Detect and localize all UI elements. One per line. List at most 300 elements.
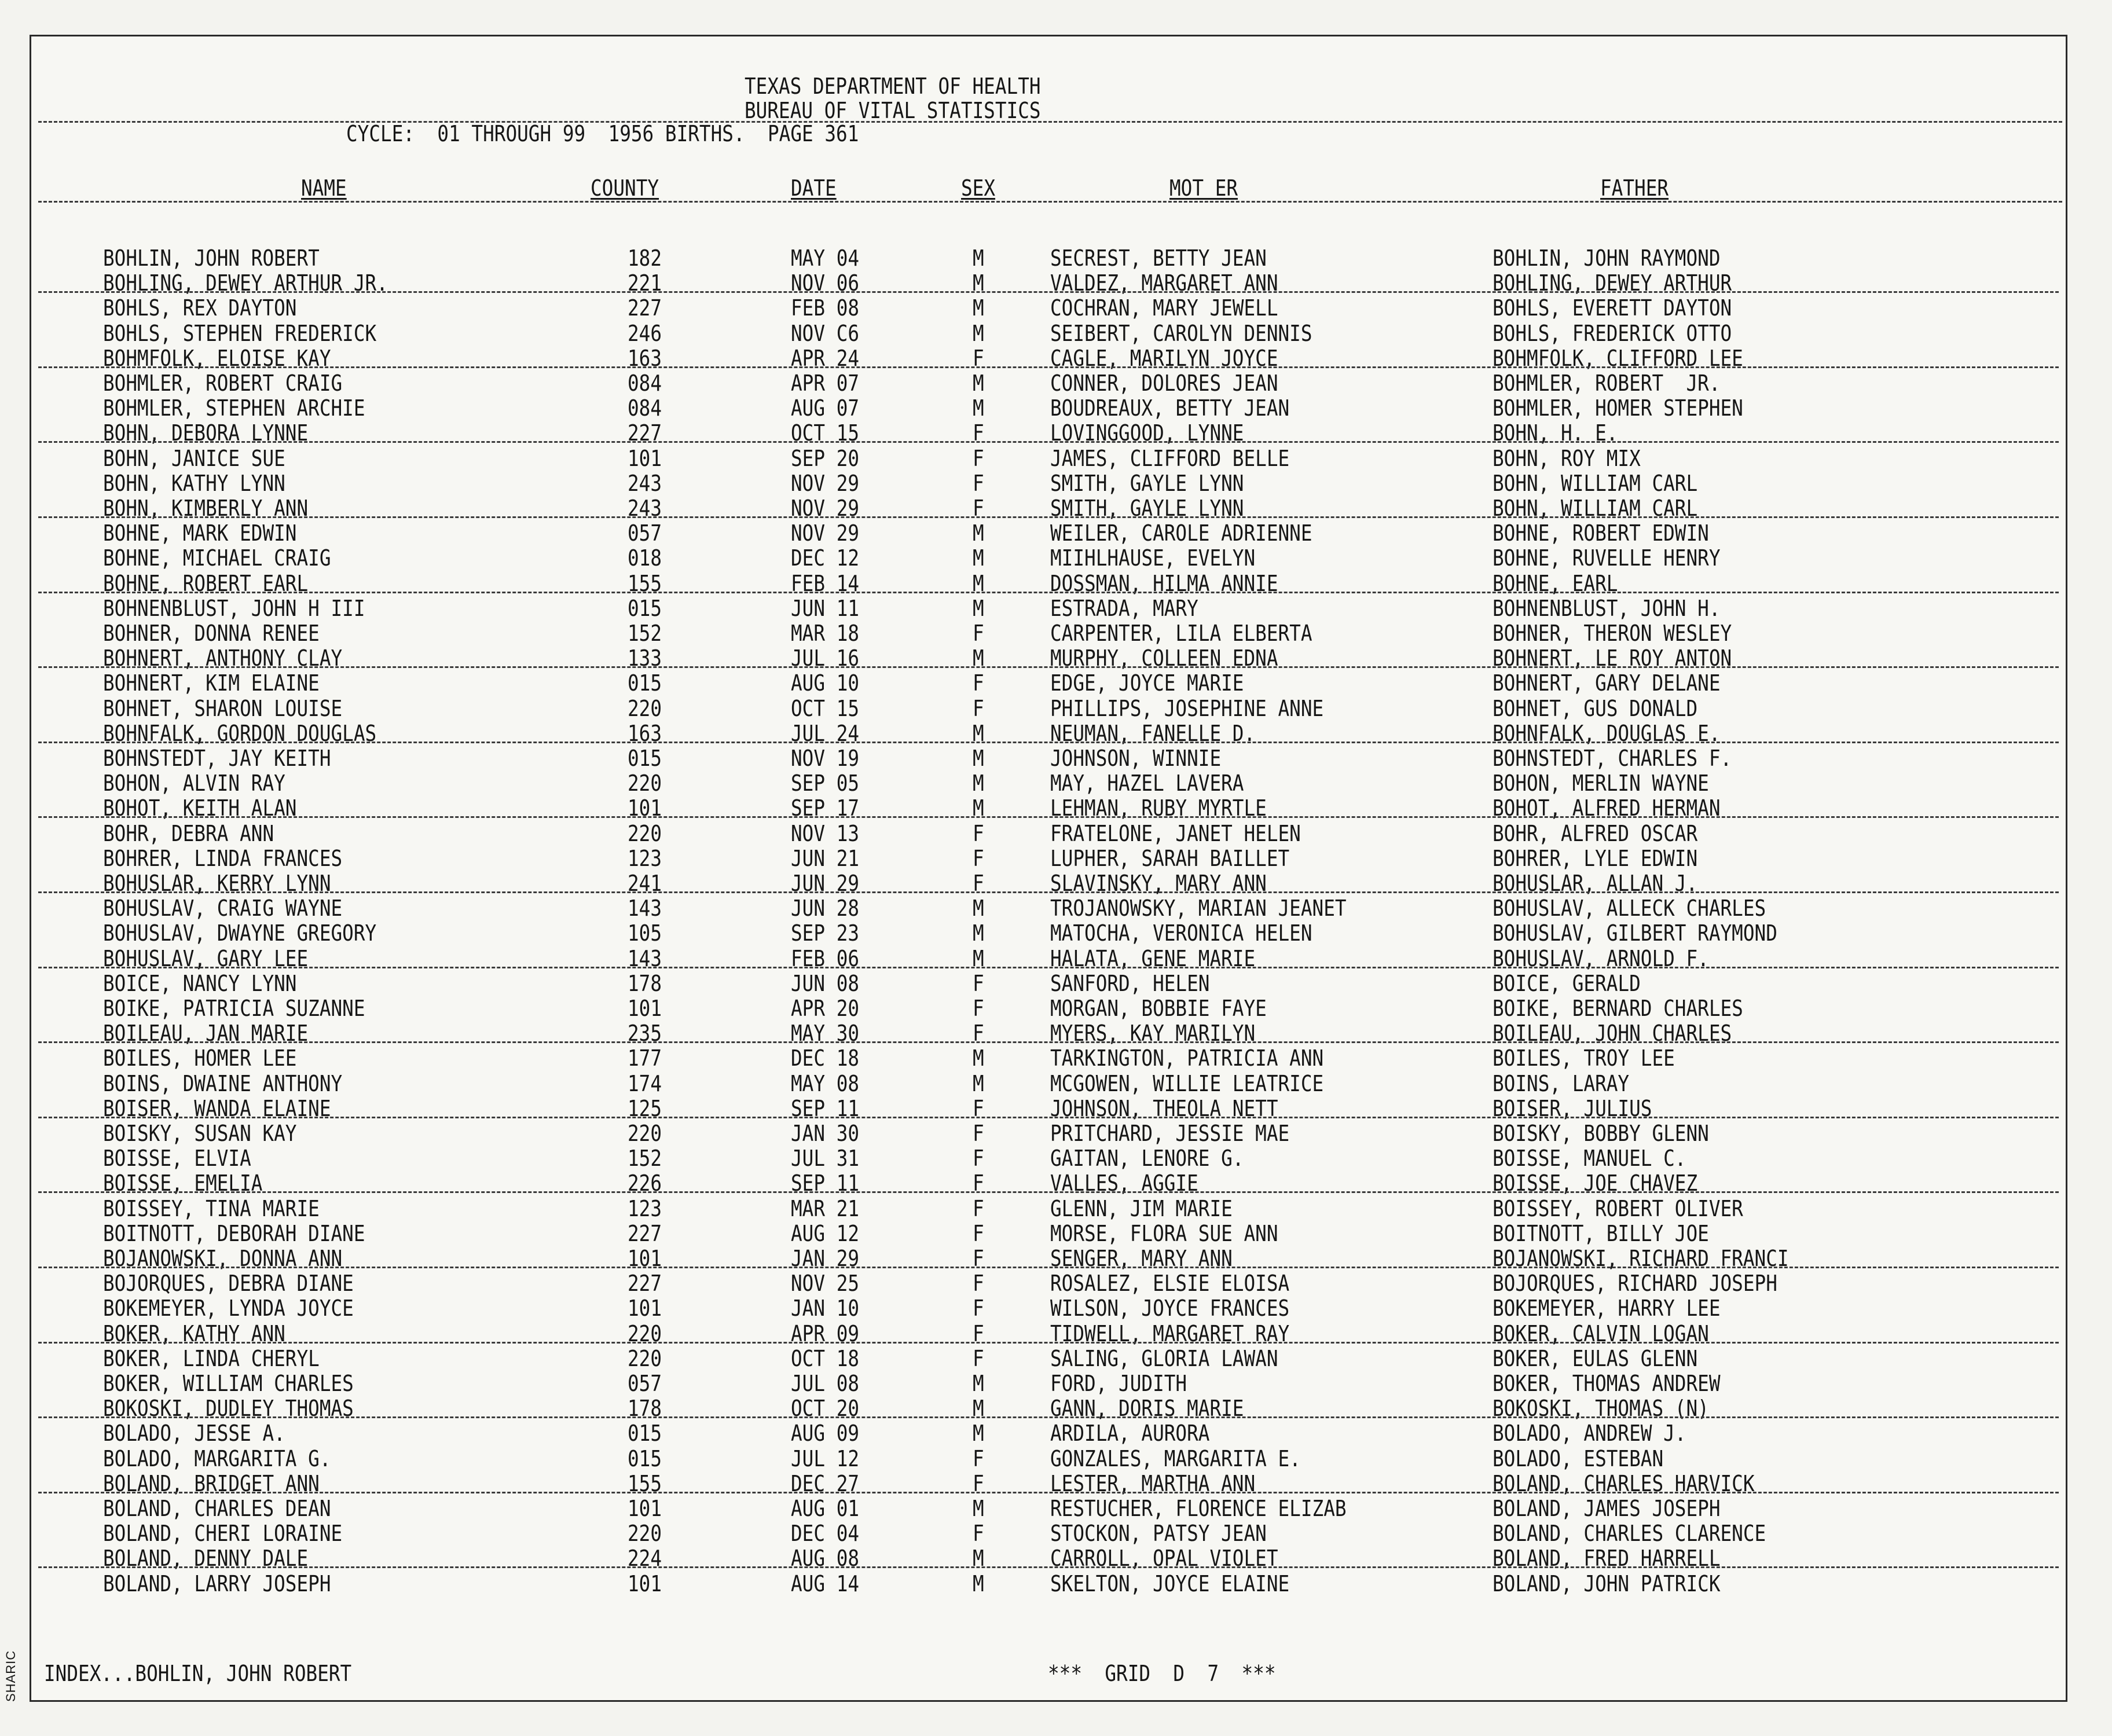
cell-county: 101 [628, 996, 662, 1021]
cell-mother: MATOCHA, VERONICA HELEN [1050, 920, 1312, 946]
cell-father: BOKER, THOMAS ANDREW [1493, 1371, 1721, 1396]
table-row [31, 1471, 2066, 1496]
cell-mother: COCHRAN, MARY JEWELL [1050, 295, 1278, 321]
cell-name: BOJANOWSKI, DONNA ANN [103, 1246, 343, 1271]
table-row [31, 471, 2066, 496]
cell-name: BOHLING, DEWEY ARTHUR JR. [103, 270, 388, 296]
cell-mother: RESTUCHER, FLORENCE ELIZAB [1050, 1496, 1347, 1521]
cell-county: 015 [628, 595, 662, 621]
row-separator [38, 891, 2059, 893]
cell-mother: FORD, JUDITH [1050, 1371, 1187, 1396]
cell-name: BOHUSLAR, KERRY LYNN [103, 871, 331, 896]
row-separator [38, 516, 2059, 518]
cell-name: BOKEMEYER, LYNDA JOYCE [103, 1295, 354, 1322]
cell-date: AUG 12 [791, 1220, 860, 1246]
cell-date: JUN 28 [791, 895, 860, 922]
cell-father: BOHN, WILLIAM CARL [1493, 470, 1698, 496]
cell-father: BOISKY, BOBBY GLENN [1493, 1121, 1709, 1146]
cell-date: MAR 21 [791, 1195, 860, 1221]
table-row [31, 1246, 2066, 1271]
table-row [31, 1521, 2066, 1546]
row-separator [38, 1267, 2059, 1268]
cell-name: BOHUSLAV, DWAYNE GREGORY [103, 920, 377, 946]
cell-name: BOISSEY, TINA MARIE [103, 1195, 320, 1221]
cell-father: BOHNSTEDT, CHARLES F. [1493, 746, 1732, 771]
cell-name: BOHN, JANICE SUE [103, 445, 285, 471]
cell-sex: M [973, 945, 984, 971]
cell-sex: F [973, 445, 984, 471]
cell-date: SEP 05 [791, 770, 860, 797]
table-row [31, 271, 2066, 296]
cell-sex: M [973, 270, 984, 296]
cell-mother: CONNER, DOLORES JEAN [1050, 370, 1278, 396]
cell-sex: F [973, 845, 984, 871]
row-separator [38, 967, 2059, 968]
cell-name: BOLAND, CHARLES DEAN [103, 1496, 331, 1521]
cell-name: BOHR, DEBRA ANN [103, 820, 274, 846]
cell-name: BOHNE, MICHAEL CRAIG [103, 545, 331, 571]
cell-name: BOISSE, ELVIA [103, 1146, 251, 1172]
cell-mother: VALDEZ, MARGARET ANN [1050, 270, 1278, 296]
cell-date: JUN 29 [791, 871, 860, 896]
cell-sex: F [973, 621, 984, 646]
cell-date: APR 20 [791, 996, 860, 1021]
cell-sex: F [973, 1271, 984, 1297]
cell-father: BOHNE, ROBERT EDWIN [1493, 520, 1709, 546]
cell-mother: PRITCHARD, JESSIE MAE [1050, 1121, 1290, 1146]
cell-name: BOHNERT, ANTHONY CLAY [103, 645, 343, 671]
table-row [31, 1572, 2066, 1596]
table-row [31, 1021, 2066, 1046]
cell-mother: GANN, DORIS MARIE [1050, 1396, 1244, 1422]
cell-sex: F [973, 420, 984, 446]
cell-county: 224 [628, 1546, 662, 1572]
cell-father: BOHMLER, ROBERT JR. [1493, 370, 1721, 396]
table-row [31, 1071, 2066, 1096]
cell-father: BOHUSLAV, ALLECK CHARLES [1493, 895, 1766, 922]
row-separator [38, 1041, 2059, 1043]
cell-date: NOV 13 [791, 820, 860, 846]
cell-father: BOISER, JULIUS [1493, 1095, 1652, 1121]
cell-name: BOHNET, SHARON LOUISE [103, 695, 343, 721]
cell-mother: LEHMAN, RUBY MYRTLE [1050, 795, 1267, 821]
cell-date: AUG 10 [791, 670, 860, 696]
cell-father: BOLADO, ESTEBAN [1493, 1445, 1664, 1471]
cell-sex: M [973, 895, 984, 922]
row-separator [38, 441, 2059, 443]
cell-father: BOIKE, BERNARD CHARLES [1493, 996, 1743, 1021]
cell-county: 227 [628, 1271, 662, 1297]
cell-name: BOHMFOLK, ELOISE KAY [103, 345, 331, 371]
cell-sex: F [973, 970, 984, 996]
column-header-county: COUNTY [591, 175, 659, 201]
cell-name: BOHNSTEDT, JAY KEITH [103, 746, 331, 771]
table-row [31, 1322, 2066, 1346]
cell-county: 125 [628, 1095, 662, 1121]
table-row [31, 1121, 2066, 1146]
cell-father: BOKER, CALVIN LOGAN [1493, 1320, 1709, 1346]
cell-sex: M [973, 1045, 984, 1071]
cell-father: BOILES, TROY LEE [1493, 1045, 1675, 1071]
cell-date: AUG 14 [791, 1570, 860, 1596]
cell-county: 227 [628, 1220, 662, 1246]
cell-mother: WEILER, CAROLE ADRIENNE [1050, 520, 1312, 546]
table-row [31, 446, 2066, 471]
cell-date: NOV 29 [791, 470, 860, 496]
row-separator [38, 666, 2059, 668]
cell-county: 133 [628, 645, 662, 671]
cell-date: NOV 29 [791, 496, 860, 521]
cell-sex: F [973, 996, 984, 1021]
cell-date: JUL 12 [791, 1445, 860, 1471]
cell-father: BOKEMEYER, HARRY LEE [1493, 1295, 1721, 1322]
cell-sex: M [973, 570, 984, 596]
cell-county: 243 [628, 470, 662, 496]
cell-county: 015 [628, 670, 662, 696]
cell-name: BOILES, HOMER LEE [103, 1045, 297, 1071]
cell-county: 220 [628, 695, 662, 721]
cell-date: FEB 08 [791, 295, 860, 321]
birth-records-table [31, 36, 2066, 1700]
cell-sex: M [973, 1421, 984, 1447]
cell-date: FEB 14 [791, 570, 860, 596]
cell-father: BOLAND, CHARLES CLARENCE [1493, 1521, 1766, 1547]
cell-county: 084 [628, 370, 662, 396]
cell-name: BOKER, WILLIAM CHARLES [103, 1371, 354, 1396]
cell-county: 177 [628, 1045, 662, 1071]
cell-father: BOITNOTT, BILLY JOE [1493, 1220, 1709, 1246]
row-separator [38, 742, 2059, 743]
cell-mother: FRATELONE, JANET HELEN [1050, 820, 1301, 846]
cell-county: 220 [628, 1345, 662, 1371]
cell-father: BOHON, MERLIN WAYNE [1493, 770, 1709, 797]
cell-county: 178 [628, 1396, 662, 1422]
cell-date: NOV 29 [791, 520, 860, 546]
cell-father: BOHMFOLK, CLIFFORD LEE [1493, 345, 1743, 371]
cell-father: BOHN, H. E. [1493, 420, 1618, 446]
footer-index: INDEX...BOHLIN, JOHN ROBERT [44, 1661, 352, 1686]
cell-sex: F [973, 1345, 984, 1371]
cell-name: BOHN, KIMBERLY ANN [103, 496, 309, 521]
cell-sex: M [973, 770, 984, 797]
table-row [31, 1096, 2066, 1121]
cell-county: 241 [628, 871, 662, 896]
table-row [31, 1396, 2066, 1421]
cell-name: BOKER, LINDA CHERYL [103, 1345, 320, 1371]
cell-sex: F [973, 1320, 984, 1346]
cell-mother: LESTER, MARTHA ANN [1050, 1470, 1256, 1496]
cell-county: 220 [628, 820, 662, 846]
cell-county: 227 [628, 420, 662, 446]
row-separator [38, 1416, 2059, 1418]
cell-county: 018 [628, 545, 662, 571]
column-header-name: NAME [301, 175, 347, 201]
cell-father: BOJANOWSKI, RICHARD FRANCI [1493, 1246, 1789, 1271]
cell-name: BOHNFALK, GORDON DOUGLAS [103, 720, 377, 746]
cell-mother: TARKINGTON, PATRICIA ANN [1050, 1045, 1324, 1071]
table-row [31, 646, 2066, 671]
table-row [31, 1421, 2066, 1446]
cell-father: BOHLING, DEWEY ARTHUR [1493, 270, 1732, 296]
table-row [31, 996, 2066, 1021]
cell-mother: EDGE, JOYCE MARIE [1050, 670, 1244, 696]
table-row [31, 346, 2066, 371]
cell-date: MAY 08 [791, 1070, 860, 1096]
cell-mother: SENGER, MARY ANN [1050, 1246, 1233, 1271]
cell-sex: F [973, 820, 984, 846]
cell-father: BOHUSLAV, ARNOLD F. [1493, 945, 1709, 971]
cell-sex: M [973, 645, 984, 671]
cell-mother: GLENN, JIM MARIE [1050, 1195, 1233, 1221]
cell-mother: LOVINGGOOD, LYNNE [1050, 420, 1244, 446]
cell-county: 084 [628, 395, 662, 421]
cell-father: BOISSE, MANUEL C. [1493, 1146, 1686, 1172]
cell-name: BOHN, DEBORA LYNNE [103, 420, 309, 446]
cell-mother: ARDILA, AURORA [1050, 1421, 1210, 1447]
cell-sex: F [973, 1195, 984, 1221]
row-separator [38, 816, 2059, 818]
cell-date: SEP 17 [791, 795, 860, 821]
cell-name: BOHOT, KEITH ALAN [103, 795, 297, 821]
cell-county: 057 [628, 520, 662, 546]
row-separator [38, 1117, 2059, 1118]
table-row [31, 596, 2066, 621]
cell-sex: F [973, 1246, 984, 1271]
table-row [31, 521, 2066, 546]
cell-mother: GONZALES, MARGARITA E. [1050, 1445, 1301, 1471]
cell-county: 057 [628, 1371, 662, 1396]
cell-date: JUL 16 [791, 645, 860, 671]
table-row [31, 871, 2066, 896]
cell-date: JAN 10 [791, 1295, 860, 1322]
cell-father: BOLAND, FRED HARRELL [1493, 1546, 1721, 1572]
column-header-date: DATE [791, 175, 837, 201]
cell-date: MAY 04 [791, 245, 860, 271]
cell-date: JUL 24 [791, 720, 860, 746]
cell-date: SEP 20 [791, 445, 860, 471]
cell-county: 015 [628, 746, 662, 771]
cell-father: BOLAND, JAMES JOSEPH [1493, 1496, 1721, 1521]
table-row [31, 946, 2066, 971]
cell-county: 246 [628, 320, 662, 346]
cell-father: BOHNET, GUS DONALD [1493, 695, 1698, 721]
cell-name: BOHMLER, STEPHEN ARCHIE [103, 395, 365, 421]
cell-sex: F [973, 470, 984, 496]
cell-county: 143 [628, 945, 662, 971]
cell-name: BOINS, DWAINE ANTHONY [103, 1070, 343, 1096]
cell-father: BOILEAU, JOHN CHARLES [1493, 1021, 1732, 1047]
cell-county: 155 [628, 570, 662, 596]
cell-county: 015 [628, 1445, 662, 1471]
cell-mother: SMITH, GAYLE LYNN [1050, 496, 1244, 521]
cell-county: 163 [628, 720, 662, 746]
cell-date: OCT 15 [791, 420, 860, 446]
cell-sex: F [973, 1295, 984, 1322]
cell-father: BOISSE, JOE CHAVEZ [1493, 1170, 1698, 1197]
cell-name: BOHRER, LINDA FRANCES [103, 845, 343, 871]
cell-sex: F [973, 1470, 984, 1496]
cell-sex: F [973, 1521, 984, 1547]
table-row [31, 371, 2066, 396]
table-row [31, 321, 2066, 346]
cell-sex: F [973, 1121, 984, 1146]
cell-name: BOKOSKI, DUDLEY THOMAS [103, 1396, 354, 1422]
cell-father: BOHNFALK, DOUGLAS E. [1493, 720, 1721, 746]
table-row [31, 1496, 2066, 1521]
cell-name: BOLAND, CHERI LORAINE [103, 1521, 343, 1547]
document-frame [30, 35, 2067, 1702]
cell-county: 243 [628, 496, 662, 521]
table-row [31, 246, 2066, 271]
cell-county: 101 [628, 445, 662, 471]
cell-name: BOHNER, DONNA RENEE [103, 621, 320, 646]
cell-father: BOHOT, ALFRED HERMAN [1493, 795, 1721, 821]
cell-date: JUN 21 [791, 845, 860, 871]
cell-name: BOILEAU, JAN MARIE [103, 1021, 309, 1047]
cell-sex: F [973, 345, 984, 371]
cell-date: APR 07 [791, 370, 860, 396]
cell-sex: F [973, 670, 984, 696]
cell-father: BOHNERT, LE ROY ANTON [1493, 645, 1732, 671]
cell-date: JAN 29 [791, 1246, 860, 1271]
cell-father: BOHNE, RUVELLE HENRY [1493, 545, 1721, 571]
cell-father: BOHN, WILLIAM CARL [1493, 496, 1698, 521]
cell-sex: F [973, 1146, 984, 1172]
table-row [31, 1546, 2066, 1571]
cell-sex: M [973, 520, 984, 546]
cell-mother: JOHNSON, WINNIE [1050, 746, 1222, 771]
cell-county: 221 [628, 270, 662, 296]
cell-county: 101 [628, 795, 662, 821]
cell-date: JUL 08 [791, 1371, 860, 1396]
cell-date: AUG 07 [791, 395, 860, 421]
cell-county: 152 [628, 621, 662, 646]
cell-mother: NEUMAN, FANELLE D. [1050, 720, 1256, 746]
table-row [31, 821, 2066, 846]
cell-father: BOHUSLAV, GILBERT RAYMOND [1493, 920, 1777, 946]
table-row [31, 496, 2066, 521]
cell-name: BOHLS, REX DAYTON [103, 295, 297, 321]
cell-sex: M [973, 795, 984, 821]
cell-sex: F [973, 1170, 984, 1197]
cell-father: BOLAND, CHARLES HARVICK [1493, 1470, 1755, 1496]
cell-name: BOHLS, STEPHEN FREDERICK [103, 320, 377, 346]
table-row [31, 721, 2066, 746]
table-row [31, 1171, 2066, 1196]
cell-name: BOHNE, ROBERT EARL [103, 570, 309, 596]
cell-mother: CARROLL, OPAL VIOLET [1050, 1546, 1278, 1572]
cell-mother: PHILLIPS, JOSEPHINE ANNE [1050, 695, 1324, 721]
cell-county: 015 [628, 1421, 662, 1447]
column-header-mother: MOT ER [1169, 175, 1238, 201]
cell-mother: JAMES, CLIFFORD BELLE [1050, 445, 1290, 471]
column-header-sex: SEX [961, 175, 996, 201]
cell-mother: VALLES, AGGIE [1050, 1170, 1198, 1197]
cell-father: BOKER, EULAS GLENN [1493, 1345, 1698, 1371]
cell-name: BOHMLER, ROBERT CRAIG [103, 370, 343, 396]
cell-name: BOHON, ALVIN RAY [103, 770, 285, 797]
cell-mother: CAGLE, MARILYN JOYCE [1050, 345, 1278, 371]
cell-sex: F [973, 871, 984, 896]
table-row [31, 771, 2066, 796]
cell-date: AUG 08 [791, 1546, 860, 1572]
cell-name: BOICE, NANCY LYNN [103, 970, 297, 996]
cell-mother: TIDWELL, MARGARET RAY [1050, 1320, 1290, 1346]
row-separator [38, 1492, 2059, 1493]
row-separator [38, 366, 2059, 368]
cell-name: BOIKE, PATRICIA SUZANNE [103, 996, 365, 1021]
cell-mother: SLAVINSKY, MARY ANN [1050, 871, 1267, 896]
cell-date: MAR 18 [791, 621, 860, 646]
cell-mother: SKELTON, JOYCE ELAINE [1050, 1570, 1290, 1596]
cell-father: BOINS, LARAY [1493, 1070, 1630, 1096]
cell-name: BOLADO, MARGARITA G. [103, 1445, 331, 1471]
cell-mother: MIIHLHAUSE, EVELYN [1050, 545, 1256, 571]
cell-father: BOHLIN, JOHN RAYMOND [1493, 245, 1721, 271]
cell-county: 220 [628, 1121, 662, 1146]
table-row [31, 1197, 2066, 1221]
cell-father: BOHLS, EVERETT DAYTON [1493, 295, 1732, 321]
cell-mother: ROSALEZ, ELSIE ELOISA [1050, 1271, 1290, 1297]
cell-name: BOISSE, EMELIA [103, 1170, 263, 1197]
cell-name: BOHUSLAV, CRAIG WAYNE [103, 895, 343, 922]
cell-name: BOHNE, MARK EDWIN [103, 520, 297, 546]
table-row [31, 421, 2066, 446]
cell-sex: M [973, 320, 984, 346]
cell-date: DEC 04 [791, 1521, 860, 1547]
cell-mother: MURPHY, COLLEEN EDNA [1050, 645, 1278, 671]
cell-date: AUG 09 [791, 1421, 860, 1447]
cell-father: BOHLS, FREDERICK OTTO [1493, 320, 1732, 346]
row-separator [38, 1342, 2059, 1344]
cell-mother: MCGOWEN, WILLIE LEATRICE [1050, 1070, 1324, 1096]
table-row [31, 546, 2066, 571]
cell-date: JUN 11 [791, 595, 860, 621]
table-row [31, 1346, 2066, 1371]
cell-mother: ESTRADA, MARY [1050, 595, 1198, 621]
cell-father: BOHN, ROY MIX [1493, 445, 1641, 471]
cell-name: BOHUSLAV, GARY LEE [103, 945, 309, 971]
cell-mother: SANFORD, HELEN [1050, 970, 1210, 996]
cell-mother: SMITH, GAYLE LYNN [1050, 470, 1244, 496]
cell-date: SEP 23 [791, 920, 860, 946]
cell-county: 105 [628, 920, 662, 946]
cell-mother: STOCKON, PATSY JEAN [1050, 1521, 1267, 1547]
cell-name: BOHN, KATHY LYNN [103, 470, 285, 496]
table-row [31, 846, 2066, 871]
side-label: SHARIC [3, 1650, 18, 1702]
cell-father: BOHUSLAR, ALLAN J. [1493, 871, 1698, 896]
cell-sex: M [973, 1570, 984, 1596]
cell-sex: M [973, 1371, 984, 1396]
cell-sex: M [973, 295, 984, 321]
cell-county: 155 [628, 1470, 662, 1496]
cell-name: BOKER, KATHY ANN [103, 1320, 285, 1346]
column-header-father: FATHER [1600, 175, 1669, 201]
cell-date: DEC 12 [791, 545, 860, 571]
cell-date: DEC 18 [791, 1045, 860, 1071]
cell-sex: M [973, 1396, 984, 1422]
cell-sex: M [973, 746, 984, 771]
cell-county: 178 [628, 970, 662, 996]
table-row [31, 1447, 2066, 1471]
cell-mother: MAY, HAZEL LAVERA [1050, 770, 1244, 797]
cell-sex: M [973, 370, 984, 396]
cell-date: MAY 30 [791, 1021, 860, 1047]
cell-mother: MORSE, FLORA SUE ANN [1050, 1220, 1278, 1246]
cell-county: 227 [628, 295, 662, 321]
cell-mother: SALING, GLORIA LAWAN [1050, 1345, 1278, 1371]
